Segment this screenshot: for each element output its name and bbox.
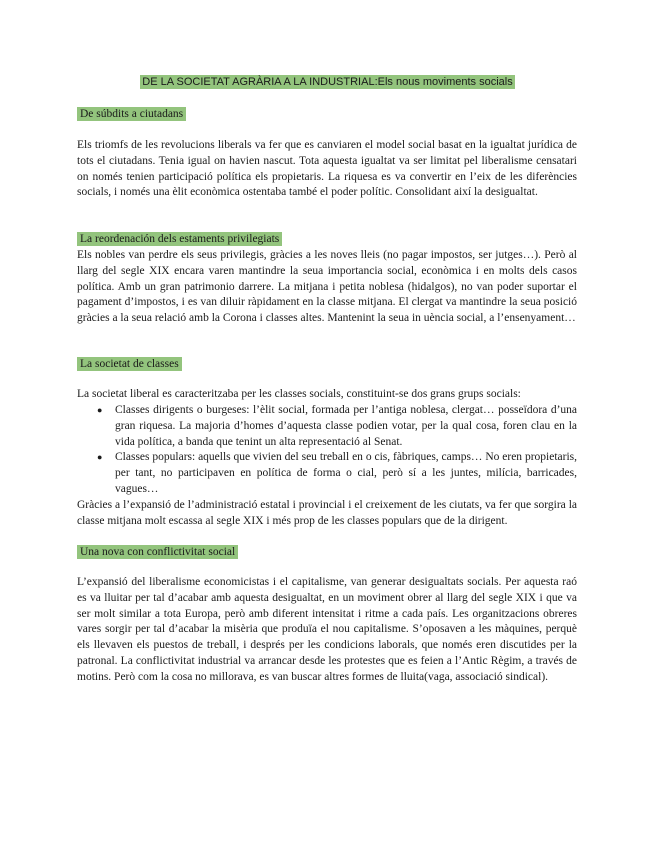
section-paragraph-conflict: L’expansió del liberalisme economicistas i el capitalisme, van generar desigualtats socials. Per aquesta raó es va lluitar per tal d’acabar amb aquesta desigualtat, en un moviment obrer al llarg del segle XIX i que va ser molt similar a tota Europa, però amb diferent intensitat i ritme a cada país. Les organitzacions obreres vares sorgir per tal d’acabar la misèria que produïa el nou capitalisme. S’oposaven a les màquines, perquè els llevaven els puestos de treball, i després per les condicions laborals, que només eren discutides per la patronal. La conflictivitat industrial va arrancar desde les protestes que es feien a l’Antic Règim, a través de motins. Però com la cosa no millorava, es van buscar altres formes de lluita(vaga, associació sindical). xyxy=(77,576,577,683)
bullet-item-popular-classes: ● Classes populars: aquells que vivien del seu treball en o cis, fàbriques, camps… No eren propietaris, per tant, no participaven en política de forma o cial, però sí a les juntes, milícia, barricades, vagues… xyxy=(77,450,577,497)
section-paragraph-estates: Els nobles van perdre els seus privilegis, gràcies a les noves lleis (no pagar impostos, ser jutges…). Però al llarg del segle XIX encara varen mantindre la seua importancia social, econòmica i en molts dels casos política. Amb un gran patrimonio darrere. La mitjana i petita noblesa (hidalgos), no van poder suportar el pagament d’impostos, i es van diluir ràpidament en la classe mitjana. El clergat va mantindre la seua posició gràcies a la seua relació amb la Corona i classes altes. Mantenint la seua in uència social, a l’ensenyament… xyxy=(77,249,577,325)
section-heading-estates: La reordenación dels estaments privilegiats xyxy=(77,233,282,245)
classes-bullet-list xyxy=(77,403,577,498)
section-intro-classes: La societat liberal es caracteritzaba per les classes socials, constituint-se dos grans grups socials: xyxy=(77,388,521,400)
section-heading-classes: La societat de classes xyxy=(77,358,182,370)
section-closing-classes: Gràcies a l’expansió de l’administració estatal i provincial i el creixement de les ciutats, va fer que sorgira la classe mitjana molt escassa al segle XIX i més prop de les classes populars que de la dirigent. xyxy=(77,499,577,527)
bullet-item-ruling-classes: ● Classes dirigents o burgeses: l’èlit social, formada per l’antiga noblesa, clergat… posseïdora d’una gran riquesa. La majoria d’homes d’aquesta classe podien votar, per la qual cosa, foren clau en la vida política, a banda que tenint un alta representació al Senat. xyxy=(77,403,577,450)
document-title-text: DE LA SOCIETAT AGRÀRIA A LA INDUSTRIAL:Els nous moviments socials xyxy=(142,76,513,88)
section-heading-conflict: Una nova con conflictivitat social xyxy=(77,546,238,558)
section-paragraph-subjects: Els triomfs de les revolucions liberals va fer que es canviaren el model social basat en la igualtat jurídica de tots el ciutadans. Tenia igual on havien nascut. Tota aquesta igualtat va ser limitat pel liberalisme censatari on només tenien participació política els propietaris. La riquesa es va convertir en l’eix de les diferències socials, i només una èlit econòmica ostentaba també el poder polític. Consolidant així la desigualtat. xyxy=(77,139,577,199)
document-title xyxy=(0,76,655,88)
section-heading-subjects: De súbdits a ciutadans xyxy=(77,108,186,120)
